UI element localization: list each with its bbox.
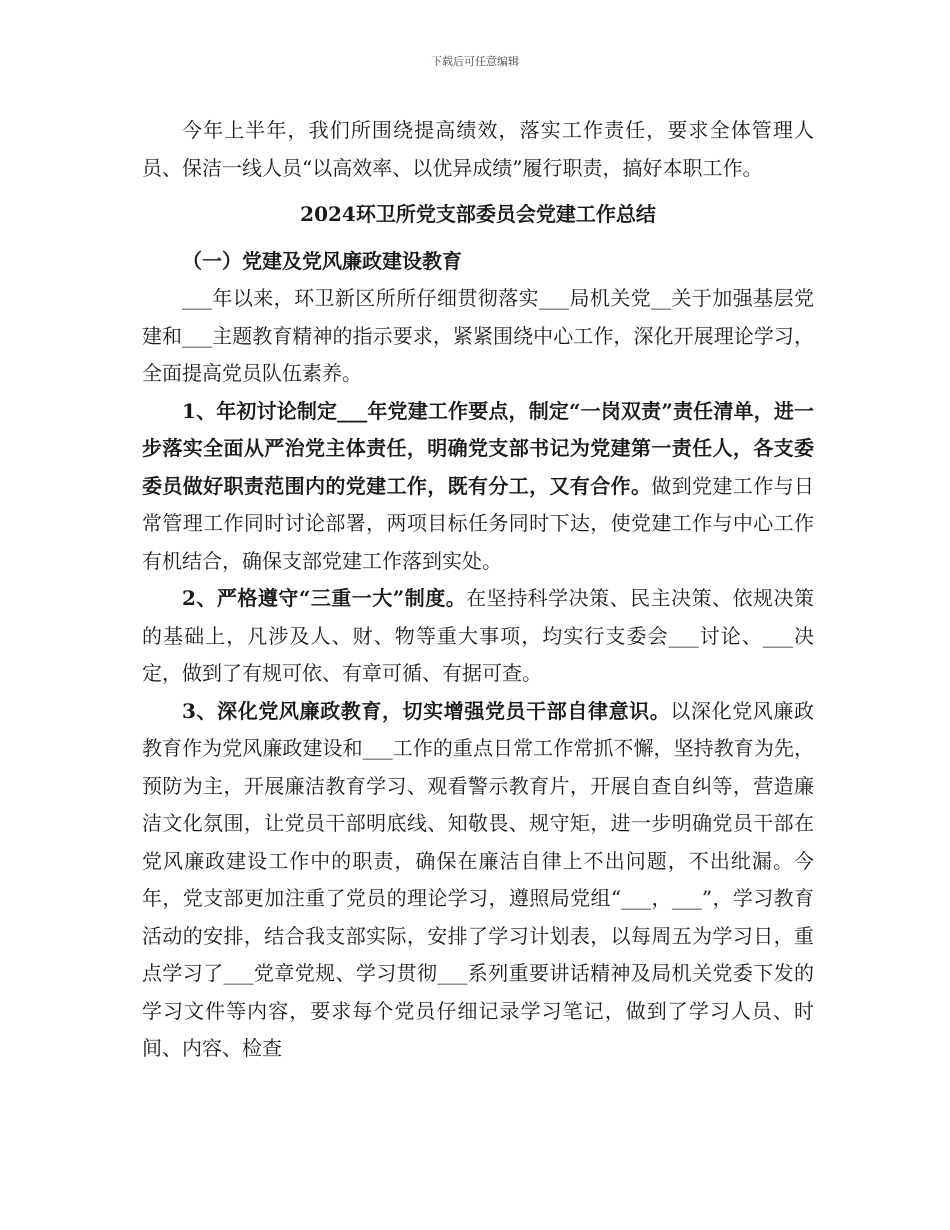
section-heading: （一）党建及党风廉政建设教育 [182,248,462,273]
item-2-heading: 2、严格遵守“三重一大”制度。 [182,586,467,610]
document-body [142,112,814,1068]
item-2-text: 在坚持科学决策、民主决策、依规决策的基础上，凡涉及人、财、物等重大事项，均实行支委会___讨论、___决定，做到了有规可依、有章可循、有据可查。 [142,586,814,685]
item-1-heading: 1、年初讨论制定___年党建工作要点，制定“一岗双责”责任清单，进一步落实全面从严治党主体责任，明确党支部书记为党建第一责任人，各支委委员做好职责范围内的党建工作，既有分工，又有合作。 [142,398,814,498]
item-3-text: 以深化党风廉政教育作为党风廉政建设和___工作的重点日常工作常抓不懈，坚持教育为先，预防为主，开展廉洁教育学习、观看警示教育片，开展自查自纠等，营造廉洁文化氛围，让党员干部明底线、知敬畏、规守矩，进一步明确党员干部在党风廉政建设工作中的职责，确保在廉洁自律上不出问题，不出纰漏。今年，党支部更加注重了党员的理论学习，遵照局党组“___，___”，学习教育活动的安排，结合我支部实际，安排了学习计划表，以每周五为学习日，重点学习了___党章党规、学习贯彻___系列重要讲话精神及局机关党委下发的学习文件等内容，要求每个党员仔细记录学习笔记，做到了学习人员、时间、内容、检查 [142,698,815,1060]
item-3 [142,693,814,1068]
item-2 [142,580,814,693]
item-1-text: 做到党建工作与日常管理工作同时讨论部署，两项目标任务同时下达，使党建工作与中心工作有机结合，确保支部党建工作落到实处。 [142,473,814,573]
item-1 [142,393,814,581]
item-3-heading: 3、深化党风廉政教育，切实增强党员干部自律意识。 [182,698,671,723]
paragraph-1: ___年以来，环卫新区所所仔细贯彻落实___局机关党__关于加强基层党建和___主题教育精神的指示要求，紧紧围绕中心工作，深化开展理论学习，全面提高党员队伍素养。 [142,286,814,385]
intro-paragraph: 今年上半年，我们所围绕提高绩效，落实工作责任，要求全体管理人员、保洁一线人员“以高效率、以优异成绩”履行职责，搞好本职工作。 [142,118,814,180]
document-title: 2024环卫所党支部委员会党建工作总结 [300,202,656,226]
page-header: 下载后可任意编辑 [431,55,519,68]
